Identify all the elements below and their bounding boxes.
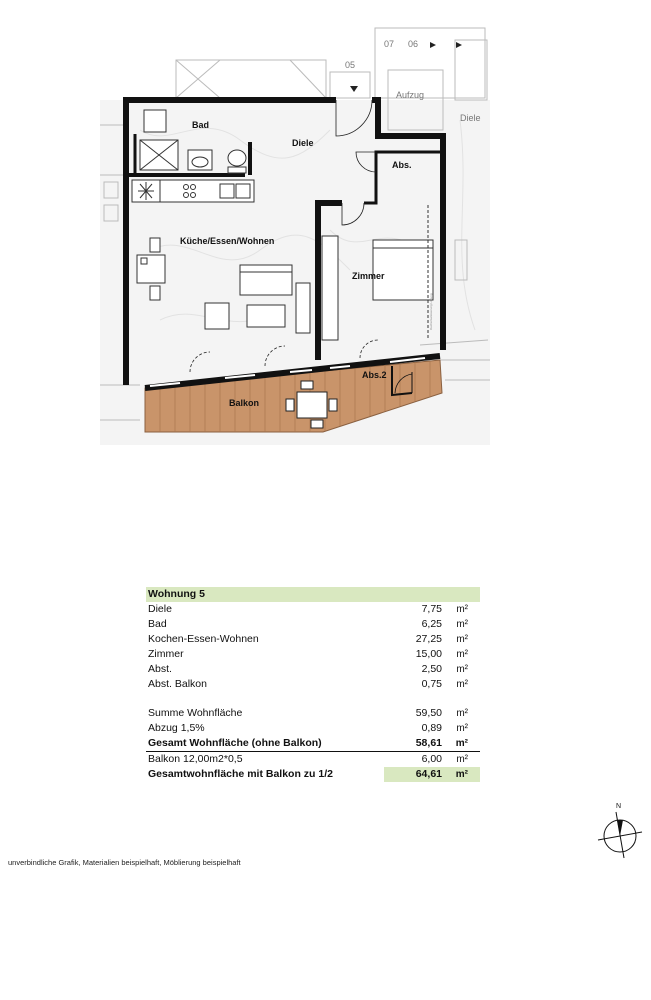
context-label-diele-neighbor: Diele [460, 113, 481, 123]
balkon-unit: m² [456, 754, 468, 765]
summe-value: 59,50 [415, 707, 442, 719]
table-spacer [146, 692, 480, 706]
room-label-bad: Bad [192, 120, 210, 130]
floor-plan [0, 0, 651, 460]
small-note: Dachentwässerung Lüftung [429, 293, 433, 330]
row-value: 27,25 [415, 633, 442, 645]
table-row [146, 632, 480, 647]
context-label-06: 06 [408, 39, 419, 49]
context-label-aufzug: Aufzug [396, 90, 425, 100]
row-label: Diele [148, 603, 172, 615]
table-row [146, 662, 480, 677]
table-row [146, 617, 480, 632]
balkon-row [146, 752, 480, 767]
row-label: Kochen-Essen-Wohnen [148, 633, 259, 645]
abzug-unit: m² [456, 723, 468, 734]
room-label-kueche: Küche/Essen/Wohnen [180, 236, 275, 246]
context-label-07: 07 [384, 39, 395, 49]
row-label: Abst. [148, 663, 172, 675]
table-header [146, 587, 480, 602]
row-unit: m² [456, 634, 468, 645]
table-row [146, 602, 480, 617]
north-compass-icon [596, 800, 644, 860]
abzug-row [146, 721, 480, 736]
abzug-label: Abzug 1,5% [148, 722, 205, 734]
summe-label: Summe Wohnfläche [148, 707, 243, 719]
final-unit: m² [455, 769, 468, 780]
compass-north-label: N [616, 803, 622, 810]
neighbor-stair-arrows [350, 42, 462, 92]
area-table [146, 587, 480, 782]
row-unit: m² [456, 664, 468, 675]
final-row [146, 767, 480, 782]
row-value: 15,00 [415, 648, 442, 660]
kitchen-counter [132, 180, 254, 202]
gesamt-unit: m² [455, 738, 468, 749]
row-value: 0,75 [421, 678, 442, 690]
row-unit: m² [456, 604, 468, 615]
summe-unit: m² [456, 708, 468, 719]
table-row [146, 647, 480, 662]
row-unit: m² [456, 649, 468, 660]
gesamt-row [146, 736, 480, 752]
gesamt-label: Gesamt Wohnfläche (ohne Balkon) [148, 737, 322, 749]
final-label: Gesamtwohnfläche mit Balkon zu 1/2 [148, 768, 333, 780]
row-label: Bad [148, 618, 167, 630]
balkon-label: Balkon 12,00m2*0,5 [148, 753, 243, 765]
gesamt-value: 58,61 [415, 737, 442, 749]
balkon-value: 6,00 [421, 753, 442, 765]
row-unit: m² [456, 619, 468, 630]
row-label: Abst. Balkon [148, 678, 207, 690]
abzug-value: 0,89 [421, 722, 442, 734]
row-value: 7,75 [421, 603, 442, 615]
row-unit: m² [456, 679, 468, 690]
table-row [146, 677, 480, 692]
row-value: 2,50 [421, 663, 442, 675]
disclaimer-text: unverbindliche Grafik, Materialien beispielhaft, Möblierung beispielhaft [8, 858, 241, 867]
row-value: 6,25 [421, 618, 442, 630]
final-value: 64,61 [415, 768, 442, 780]
table-title: Wohnung 5 [148, 588, 205, 600]
room-label-zimmer: Zimmer [352, 271, 385, 281]
context-label-05: 05 [345, 60, 356, 70]
room-label-balkon: Balkon [229, 398, 260, 408]
room-label-abs2: Abs.2 [362, 370, 387, 380]
room-label-abs: Abs. [392, 160, 412, 170]
row-label: Zimmer [148, 648, 184, 660]
room-label-diele: Diele [292, 138, 314, 148]
summe-row [146, 706, 480, 721]
